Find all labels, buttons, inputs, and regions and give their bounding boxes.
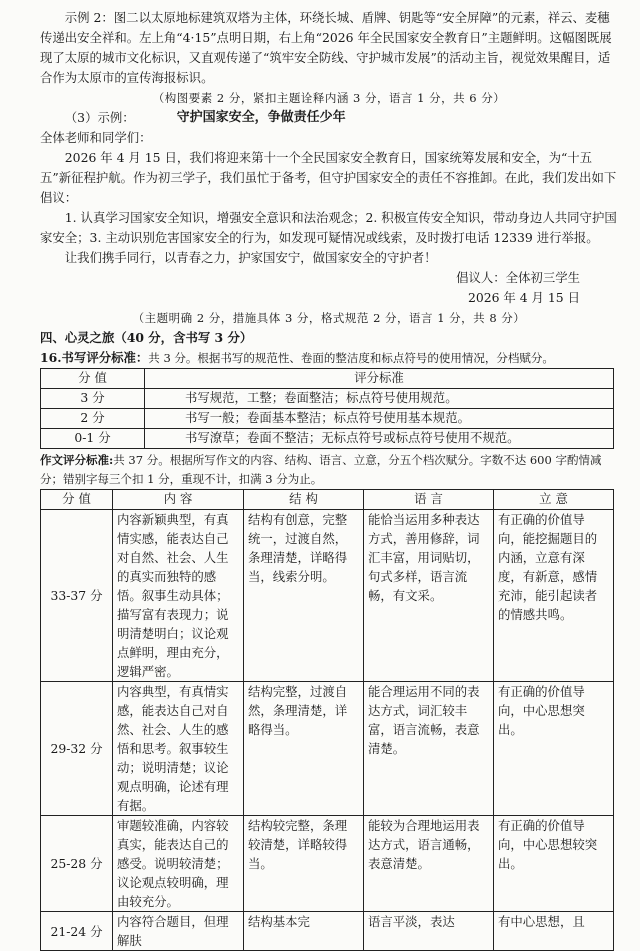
grade-cell: 33-37 分 [41,510,113,682]
table-header-row [41,490,614,510]
essay-criteria-paragraph [40,451,618,489]
score-cell: 2 分 [41,409,145,429]
table-header-cell: 分 值 [41,490,113,510]
q16-paragraph [40,348,618,368]
theme-cell: 有正确的价值导向，中心思想较突出。 [494,816,614,912]
grade-cell: 25-28 分 [41,816,113,912]
theme-cell: 有正确的价值导向，中心思想突出。 [494,682,614,816]
language-cell: 能恰当运用多种表达方式，善用修辞，词汇丰富，用词贴切，句式多样，语言流畅，有文采。 [364,510,494,682]
table-row [41,682,614,816]
table-row [41,389,614,409]
content-cell: 内容新颖典型，有真情实感，能表达自己对自然、社会、人生的真实而独特的感悟。叙事生动具体；描写富有表现力；说明清楚明白；议论观点鲜明，理由充分，逻辑严密。 [113,510,244,682]
table-row [41,816,614,912]
essay-score-table [40,489,614,951]
table-row [41,912,614,951]
grade-cell: 29-32 分 [41,682,113,816]
language-cell: 语言平淡，表达 [364,912,494,951]
example2-paragraph: 示例 2：图二以太原地标建筑双塔为主体，环绕长城、盾牌、钥匙等“安全屏障”的元素，祥云、麦穗传递出安全祥和。左上角“4·15”点明日期，右上角“2026 年全民国家安全教育日”主题鲜明。这幅图既展现了太原的城市文化标识，又直观传递了“筑牢安全防线、守护城市发展”的活动主旨，视觉效果醒目，适合作为太原市的宣传海报标识。 [40,10,612,85]
score-cell: 0-1 分 [41,429,145,449]
proposal-date: 2026 年 4 月 15 日 [467,290,580,305]
table-header-cell: 立 意 [494,490,614,510]
proposal-paragraph-2: 1. 认真学习国家安全知识，增强安全意识和法治观念；2. 积极宣传安全知识，带动身边人共同守护国家安全；3. 主动识别危害国家安全的行为，如发现可疑情况或线索，及时拨打电话 12339 进行举报。 [40,210,617,245]
table-header-cell: 内 容 [113,490,244,510]
section-4-heading: 四、心灵之旅（40 分，含书写 3 分） [40,330,253,345]
grade-cell: 21-24 分 [41,912,113,951]
table-row [41,510,614,682]
scoring-note-1: （构图要素 2 分，紧扣主题诠释内涵 3 分，语言 1 分，共 6 分） [152,91,506,105]
q3-heading [65,108,618,128]
structure-cell: 结构较完整，条理较清楚，详略较得当。 [244,816,364,912]
theme-cell: 有正确的价值导向，能挖掘题目的内涵，立意有深度，有新意，感情充沛，能引起读者的情感共鸣。 [494,510,614,682]
q3-label: （3）示例： [64,110,135,125]
structure-cell: 结构基本完 [244,912,364,951]
table-header-cell: 分 值 [41,369,145,389]
essay-label: 作文评分标准: [40,453,114,467]
language-cell: 能较为合理地运用表达方式，语言通畅，表意清楚。 [364,816,494,912]
structure-cell: 结构有创意，完整统一，过渡自然，条理清楚，详略得当，线索分明。 [244,510,364,682]
structure-cell: 结构完整，过渡自然，条理清楚，详略得当。 [244,682,364,816]
score-cell: 3 分 [41,389,145,409]
salutation: 全体老师和同学们： [40,130,152,145]
content-cell: 内容典型，有真情实感，能表达自己对自然、社会、人生的感悟和思考。叙事较生动；说明清楚；议论观点明确，论述有理有据。 [113,682,244,816]
content-cell: 内容符合题目，但理解肤 [113,912,244,951]
essay-text: 共 37 分。根据所写作文的内容、结构、语言、立意，分五个档次赋分。字数不达 600 字酌情减分；错别字每三个扣 1 分，重现不计，扣满 3 分为止。 [40,453,602,486]
proposal-paragraph-1: 2026 年 4 月 15 日，我们将迎来第十一个全民国家安全教育日，国家统筹发展和安全，为“十五五”新征程护航。作为初三学子，我们虽忙于备考，但守护国家安全的责任不容推卸。在此，我们发出如下倡议： [40,150,617,205]
theme-cell: 有中心思想，且 [494,912,614,951]
criteria-cell: 书写一般；卷面基本整洁；标点符号使用基本规范。 [145,409,614,429]
criteria-cell: 书写潦草；卷面不整洁；无标点符号或标点符号使用不规范。 [145,429,614,449]
table-header-cell: 评分标准 [145,369,614,389]
table-row [41,409,614,429]
handwriting-score-table [40,368,614,449]
q3-title: 守护国家安全，争做责任少年 [176,110,346,125]
signer: 倡议人：全体初三学生 [456,270,580,285]
table-header-cell: 结 构 [244,490,364,510]
content-cell: 审题较准确，内容较真实，能表达自己的感受。说明较清楚；议论观点较明确，理由较充分。 [113,816,244,912]
table-header-cell: 语 言 [364,490,494,510]
q16-label: 16.书写评分标准： [40,350,149,365]
criteria-cell: 书写规范，工整；卷面整洁；标点符号使用规范。 [145,389,614,409]
table-row [41,429,614,449]
table-header-row [41,369,614,389]
scoring-note-2: （主题明确 2 分，措施具体 3 分，格式规范 2 分，语言 1 分，共 8 分） [132,311,526,325]
q16-text: 共 3 分。根据书写的规范性、卷面的整洁度和标点符号的使用情况，分档赋分。 [148,351,554,365]
proposal-paragraph-3: 让我们携手同行，以青春之力，护家国安宁，做国家安全的守护者！ [64,250,437,265]
language-cell: 能合理运用不同的表达方式，词汇较丰富，语言流畅，表意清楚。 [364,682,494,816]
